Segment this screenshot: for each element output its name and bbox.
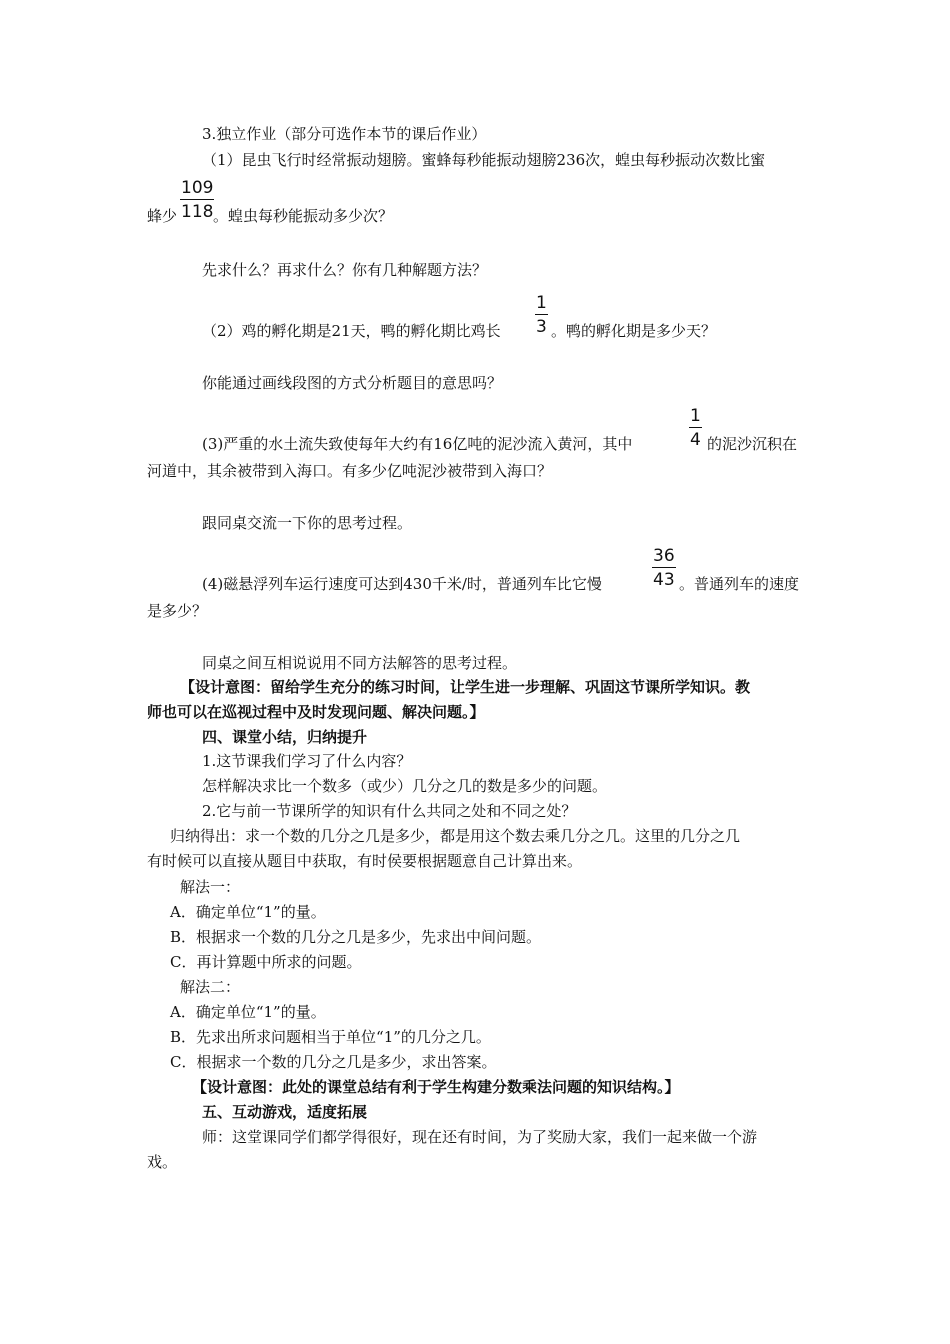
conclusion-line2: 有时候可以直接从题目中获取，有时侯要根据题意自己计算出来。: [147, 852, 583, 870]
fraction-1-4: [689, 406, 702, 450]
fraction-36-43: [652, 546, 676, 590]
question3-prefix: (3)严重的水土流失致使每年大约有16亿吨的泥沙流入黄河，其中: [202, 435, 633, 453]
summary-question-2: 2.它与前一节课所学的知识有什么共同之处和不同之处？: [202, 802, 577, 820]
fraction-denominator: 43: [653, 570, 675, 590]
question4-hint: 同桌之间互相说说用不同方法解答的思考过程。: [202, 654, 518, 672]
fraction-numerator: 109: [181, 178, 214, 198]
fraction-denominator: 3: [536, 317, 547, 337]
design-intent-1-line1: 【设计意图：留给学生充分的练习时间，让学生进一步理解、巩固这节课所学知识。教: [180, 678, 751, 696]
section4-title: 四、课堂小结，归纳提升: [202, 728, 368, 746]
summary-answer-1: 怎样解决求比一个数多（或少）几分之几的数是多少的问题。: [202, 777, 608, 795]
section3-title: 3.独立作业（部分可选作本节的课后作业）: [202, 125, 487, 143]
fraction-bar: [652, 567, 676, 568]
question2-prefix: （2）鸡的孵化期是21天，鸭的孵化期比鸡长: [202, 322, 501, 340]
fraction-denominator: 4: [690, 430, 701, 450]
method1-step-c: C．再计算题中所求的问题。: [170, 953, 362, 971]
question2-suffix: 。鸭的孵化期是多少天？: [551, 322, 717, 340]
question4-prefix: (4)磁悬浮列车运行速度可达到430千米/时，普通列车比它慢: [202, 575, 602, 593]
fraction-109-118: [180, 178, 214, 222]
section5-title: 五、互动游戏，适度拓展: [202, 1103, 368, 1121]
fraction-bar: [180, 199, 214, 200]
summary-question-1: 1.这节课我们学习了什么内容？: [202, 752, 412, 770]
question1-hint: 先求什么？再求什么？你有几种解题方法？: [202, 261, 488, 279]
question4-line2: 是多少？: [147, 602, 208, 620]
fraction-numerator: 1: [690, 406, 701, 426]
method2-step-a: A．确定单位“1”的量。: [170, 1003, 326, 1021]
fraction-bar: [689, 427, 702, 428]
question1-suffix: 。蝗虫每秒能振动多少次？: [213, 207, 394, 225]
conclusion-line1: 归纳得出：求一个数的几分之几是多少，都是用这个数去乘几分之几。这里的几分之几: [170, 827, 741, 845]
design-intent-2: 【设计意图：此处的课堂总结有利于学生构建分数乘法问题的知识结构。】: [192, 1078, 680, 1096]
method2-step-c: C．根据求一个数的几分之几是多少，求出答案。: [170, 1053, 497, 1071]
question1-line1: （1）昆虫飞行时经常振动翅膀。蜜蜂每秒能振动翅膀236次，蝗虫每秒振动次数比蜜: [202, 151, 766, 169]
fraction-numerator: 1: [536, 293, 547, 313]
design-intent-1-line2: 师也可以在巡视过程中及时发现问题、解决问题。】: [147, 703, 485, 721]
section5-line2: 戏。: [147, 1153, 178, 1171]
fraction-denominator: 118: [181, 202, 214, 222]
method2-title: 解法二：: [180, 978, 241, 996]
fraction-1-3: [535, 293, 548, 337]
question3-suffix: 的泥沙沉积在: [707, 435, 798, 453]
fraction-bar: [535, 314, 548, 315]
question4-suffix: 。普通列车的速度: [679, 575, 800, 593]
method1-step-a: A．确定单位“1”的量。: [170, 903, 326, 921]
question2-hint: 你能通过画线段图的方式分析题目的意思吗？: [202, 374, 503, 392]
method1-step-b: B．根据求一个数的几分之几是多少，先求出中间问题。: [170, 928, 542, 946]
question3-hint: 跟同桌交流一下你的思考过程。: [202, 514, 413, 532]
question3-line2: 河道中，其余被带到入海口。有多少亿吨泥沙被带到入海口？: [147, 462, 553, 480]
fraction-numerator: 36: [653, 546, 675, 566]
question1-prefix: 蜂少: [147, 207, 178, 225]
method2-step-b: B．先求出所求问题相当于单位“1”的几分之几。: [170, 1028, 491, 1046]
section5-line1: 师：这堂课同学们都学得很好，现在还有时间，为了奖励大家，我们一起来做一个游: [202, 1128, 758, 1146]
method1-title: 解法一：: [180, 878, 241, 896]
